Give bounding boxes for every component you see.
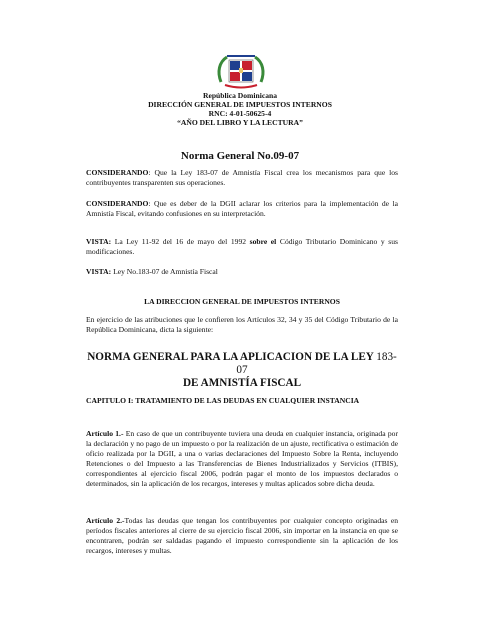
norma-title-line2: DE AMNISTÍA FISCAL bbox=[182, 377, 302, 389]
vista-2 bbox=[86, 267, 398, 277]
vista-2-label: VISTA: bbox=[86, 267, 112, 276]
vista-1-text-b: Código Tributario Dominicano y sus modificaciones. bbox=[86, 237, 398, 256]
document-title: Norma General No.09-07 bbox=[180, 150, 300, 162]
articulo-1-text: En caso de que un contribuyente tuviera una deuda en cualquier instancia, originada por la declaración y no pago de un impuesto o por la realización de un ajuste, rectificativa o estimación de oficio realizada por la DGII, a una o varias declaraciones del Impuesto Sobre la Renta, incluyendo Retenciones o del Impuesto a las Transferencias de Bienes Industrializados y Servicios (ITBIS), correspondientes al ejercicio fiscal 2006, podrán pagar el monto de los impuestos declarados o determinados, sin la aplicación de los recargos, intereses y multas aplicados sobre dicha deuda. bbox=[86, 429, 398, 488]
header-rnc: RNC: 4-01-50625-4 bbox=[208, 109, 272, 118]
articulo-1-label: Artículo 1.- bbox=[86, 429, 124, 438]
considerando-2-label: CONSIDERANDO bbox=[86, 199, 149, 208]
header-country: República Dominicana bbox=[202, 91, 278, 100]
norma-title-line1: NORMA GENERAL PARA LA APLICACION DE LA LEY bbox=[87, 351, 377, 363]
articulo-2-text: Todas las deudas que tengan los contribuyentes por cualquier concepto originadas en períodos fiscales anteriores al cierre de su ejercicio fiscal 2006, sin importar en la instancia en que se encontraren, podrán ser saldadas pagando el impuesto correspondiente sin la aplicación de los recargos, intereses y multas. bbox=[86, 516, 398, 555]
articulo-1 bbox=[86, 429, 398, 489]
considerando-1 bbox=[86, 168, 398, 188]
vista-1-label: VISTA: bbox=[86, 237, 112, 246]
considerando-1-text: : Que la Ley 183-07 de Amnistía Fiscal crea los mecanismos para que los contribuyentes transparenten sus operaciones. bbox=[86, 168, 398, 187]
header-agency: DIRECCIÓN GENERAL DE IMPUESTOS INTERNOS bbox=[148, 100, 332, 109]
capitulo-heading: CAPITULO I: TRATAMIENTO DE LAS DEUDAS EN CUALQUIER INSTANCIA bbox=[86, 396, 360, 405]
coat-of-arms-icon bbox=[215, 52, 267, 90]
vista-2-text: Ley No.183-07 de Amnistía Fiscal bbox=[111, 267, 218, 276]
direccion-heading: LA DIRECCION GENERAL DE IMPUESTOS INTERNOS bbox=[144, 297, 340, 306]
considerando-2-text: : Que es deber de la DGII aclarar los criterios para la implementación de la Amnistía Fiscal, evitando confusiones en su interpretación. bbox=[86, 199, 398, 218]
norma-title-number: 183-07 bbox=[236, 351, 397, 376]
articulo-2-label: Artículo 2.- bbox=[86, 516, 125, 525]
ejercicio-paragraph: En ejercicio de las atribuciones que le confieren los Artículos 32, 34 y 35 del Código Tributario de la República Dominicana, dicta la siguiente: bbox=[86, 315, 398, 334]
vista-1-text-a: La Ley 11-92 del 16 de mayo del 1992 bbox=[111, 237, 250, 246]
vista-1 bbox=[86, 237, 398, 257]
considerando-1-label: CONSIDERANDO bbox=[86, 168, 149, 177]
vista-1-bold: sobre el bbox=[249, 237, 277, 246]
header-motto: “AÑO DEL LIBRO Y LA LECTURA” bbox=[177, 118, 303, 127]
articulo-2 bbox=[86, 516, 398, 556]
considerando-2 bbox=[86, 199, 398, 219]
norma-title bbox=[86, 351, 398, 390]
